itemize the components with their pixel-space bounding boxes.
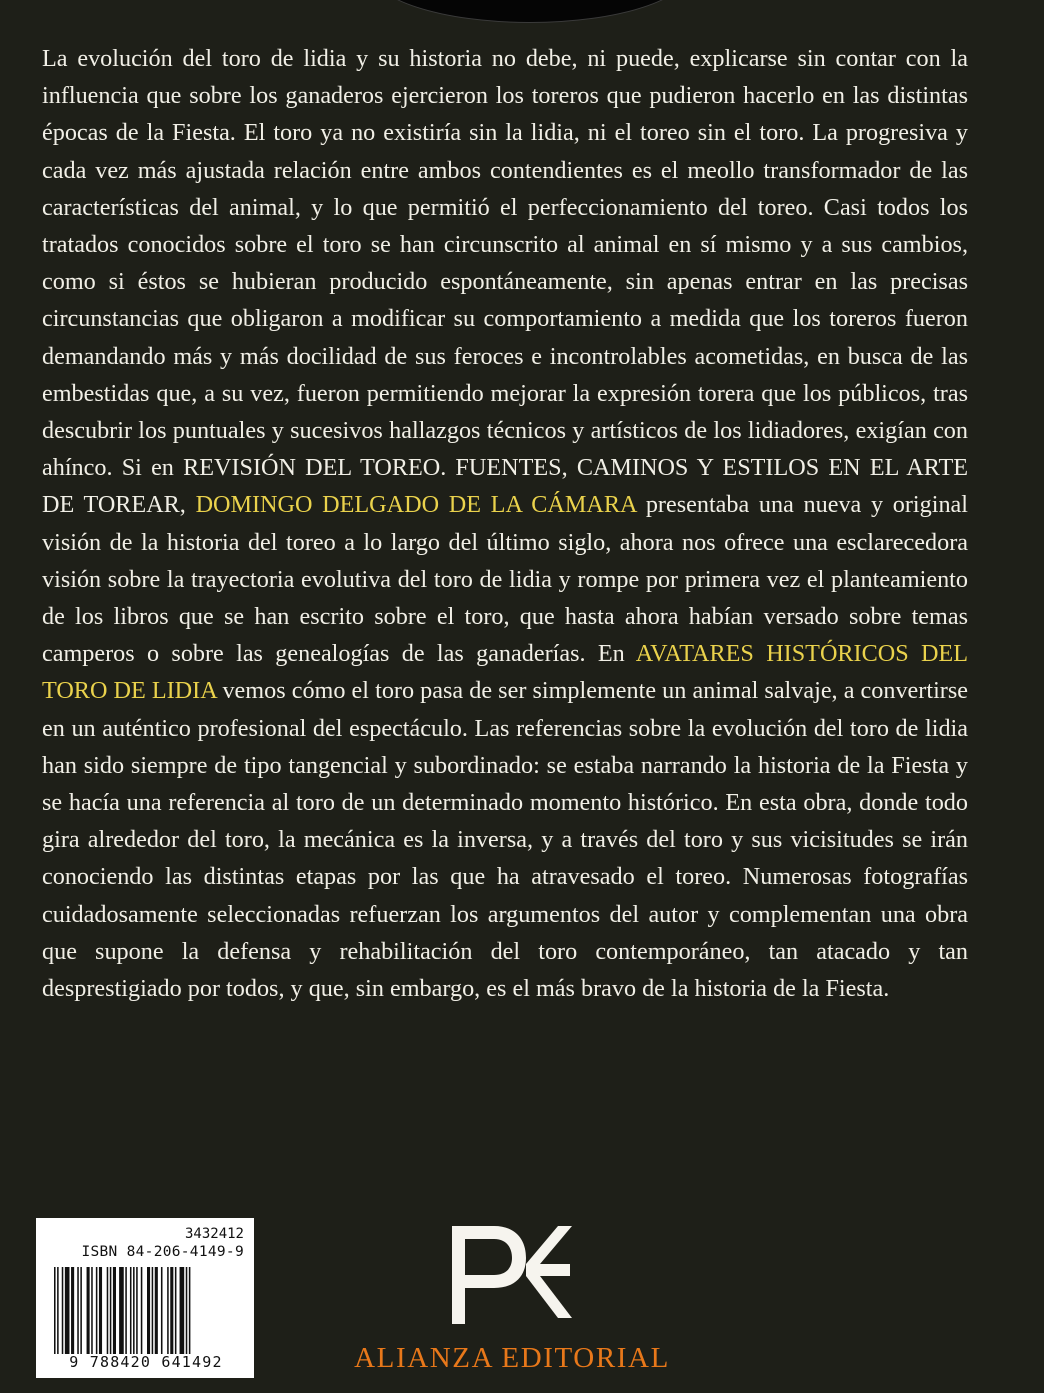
barcode-bar bbox=[130, 1267, 132, 1355]
alianza-logo-icon bbox=[442, 1218, 582, 1328]
top-tab-shape bbox=[370, 0, 690, 22]
author-name: DOMINGO DELGADO DE LA CÁMARA bbox=[195, 491, 637, 519]
barcode-bar bbox=[107, 1267, 109, 1355]
barcode-bar bbox=[189, 1267, 191, 1355]
barcode-bar bbox=[87, 1267, 90, 1355]
barcode-bar bbox=[180, 1267, 185, 1355]
barcode-bar bbox=[113, 1267, 116, 1355]
barcode-bar bbox=[91, 1267, 93, 1355]
barcode-digits: 9 788420 641492 bbox=[46, 1354, 246, 1370]
barcode-bar bbox=[71, 1267, 74, 1355]
barcode-bar bbox=[99, 1267, 102, 1355]
blurb-part-2: presentaba una nueva y original visión de la historia del toreo a lo largo del último siglo, ahora nos ofrece una esclarecedora visión sobre la trayectoria evolutiva del toro de lidia y rompe por primera vez el planteamiento de los libros que se han escrito sobre el toro, que hasta ahora habían versado sobre temas camperos o sobre las genealogías de las ganaderías. En bbox=[42, 491, 968, 668]
barcode-bar bbox=[125, 1267, 127, 1355]
barcode-bar bbox=[54, 1267, 56, 1355]
barcode-bar bbox=[170, 1267, 173, 1355]
barcode-bar bbox=[155, 1267, 158, 1355]
barcode-bar bbox=[65, 1267, 70, 1355]
barcode-bar bbox=[77, 1267, 79, 1355]
barcode-bar bbox=[152, 1267, 154, 1355]
barcode-bar bbox=[175, 1267, 177, 1355]
barcode-bar bbox=[147, 1267, 150, 1355]
barcode-bar bbox=[62, 1267, 64, 1355]
barcode-bar bbox=[161, 1267, 163, 1355]
barcode-bar bbox=[167, 1267, 169, 1355]
barcode-bar bbox=[110, 1267, 112, 1355]
barcode-bar bbox=[96, 1267, 98, 1355]
barcode-bar bbox=[119, 1267, 124, 1355]
barcode-bar bbox=[80, 1267, 82, 1355]
blurb-part-3: vemos cómo el toro pasa de ser simplemente un animal salvaje, a convertirse en un auténtico profesional del espectáculo. Las referencias sobre la evolución del toro de lidia han sido siempre de tipo tangencial y subordinado: se estaba narrando la historia de la Fiesta y se hacía una referencia al toro de un determinado momento histórico. En esta obra, donde todo gira alrededor del toro, la mecánica es la inversa, y a través del toro y sus vicisitudes se irán conociendo las distintas etapas por las que ha atravesado el toreo. Numerosas fotografías cuidadosamente seleccionadas refuerzan los argumentos del autor y complementan una obra que supone la defensa y rehabilitación del toro contemporáneo, tan atacado y tan desprestigiado por todos, y que, sin embargo, es el más bravo de la historia de la Fiesta. bbox=[42, 677, 968, 1003]
barcode-bar bbox=[141, 1267, 143, 1355]
barcode-code: 3432412 bbox=[184, 1226, 244, 1242]
isbn-label: ISBN 84-206-4149-9 bbox=[81, 1244, 244, 1260]
barcode-panel bbox=[36, 1218, 254, 1378]
barcode-bars bbox=[52, 1267, 248, 1355]
barcode-bar bbox=[136, 1267, 138, 1355]
barcode-bar bbox=[186, 1267, 188, 1355]
barcode-bar bbox=[57, 1267, 59, 1355]
blurb-text bbox=[42, 40, 968, 1007]
blurb-part-1: La evolución del toro de lidia y su historia no debe, ni puede, explicarse sin contar con la influencia que sobre los ganaderos ejercieron los toreros que pudieron hacerlo en las distintas épocas de la Fiesta. El toro ya no existiría sin la lidia, ni el toreo sin el toro. La progresiva y cada vez más ajustada relación entre ambos contendientes es el meollo transformador de las características del animal, y lo que permitió el perfeccionamiento del toreo. Casi todos los tratados conocidos sobre el toro se han circunscrito al animal en sí mismo y a sus cambios, como si éstos se hubieran producido espontáneamente, sin apenas entrar en las precisas circunstancias que obligaron a modificar su comportamiento a medida que los toreros fueron demandando más y más docilidad de sus feroces e incontrolables acometidas, en busca de las embestidas que, a su vez, fueron permitiendo mejorar la expresión torera que los públicos, tras descubrir los puntuales y sucesivos hallazgos técnicos y artísticos de los lidiadores, exigían con ahínco. Si en REVISIÓN DEL TOREO. FUENTES, CAMINOS Y ESTILOS EN EL ARTE DE TOREAR, bbox=[42, 45, 968, 519]
barcode-bar bbox=[133, 1267, 135, 1355]
book-title: AVATARES HISTÓRICOS DEL TORO DE LIDIA bbox=[42, 640, 968, 705]
publisher-name: ALIANZA EDITORIAL bbox=[354, 1342, 670, 1374]
